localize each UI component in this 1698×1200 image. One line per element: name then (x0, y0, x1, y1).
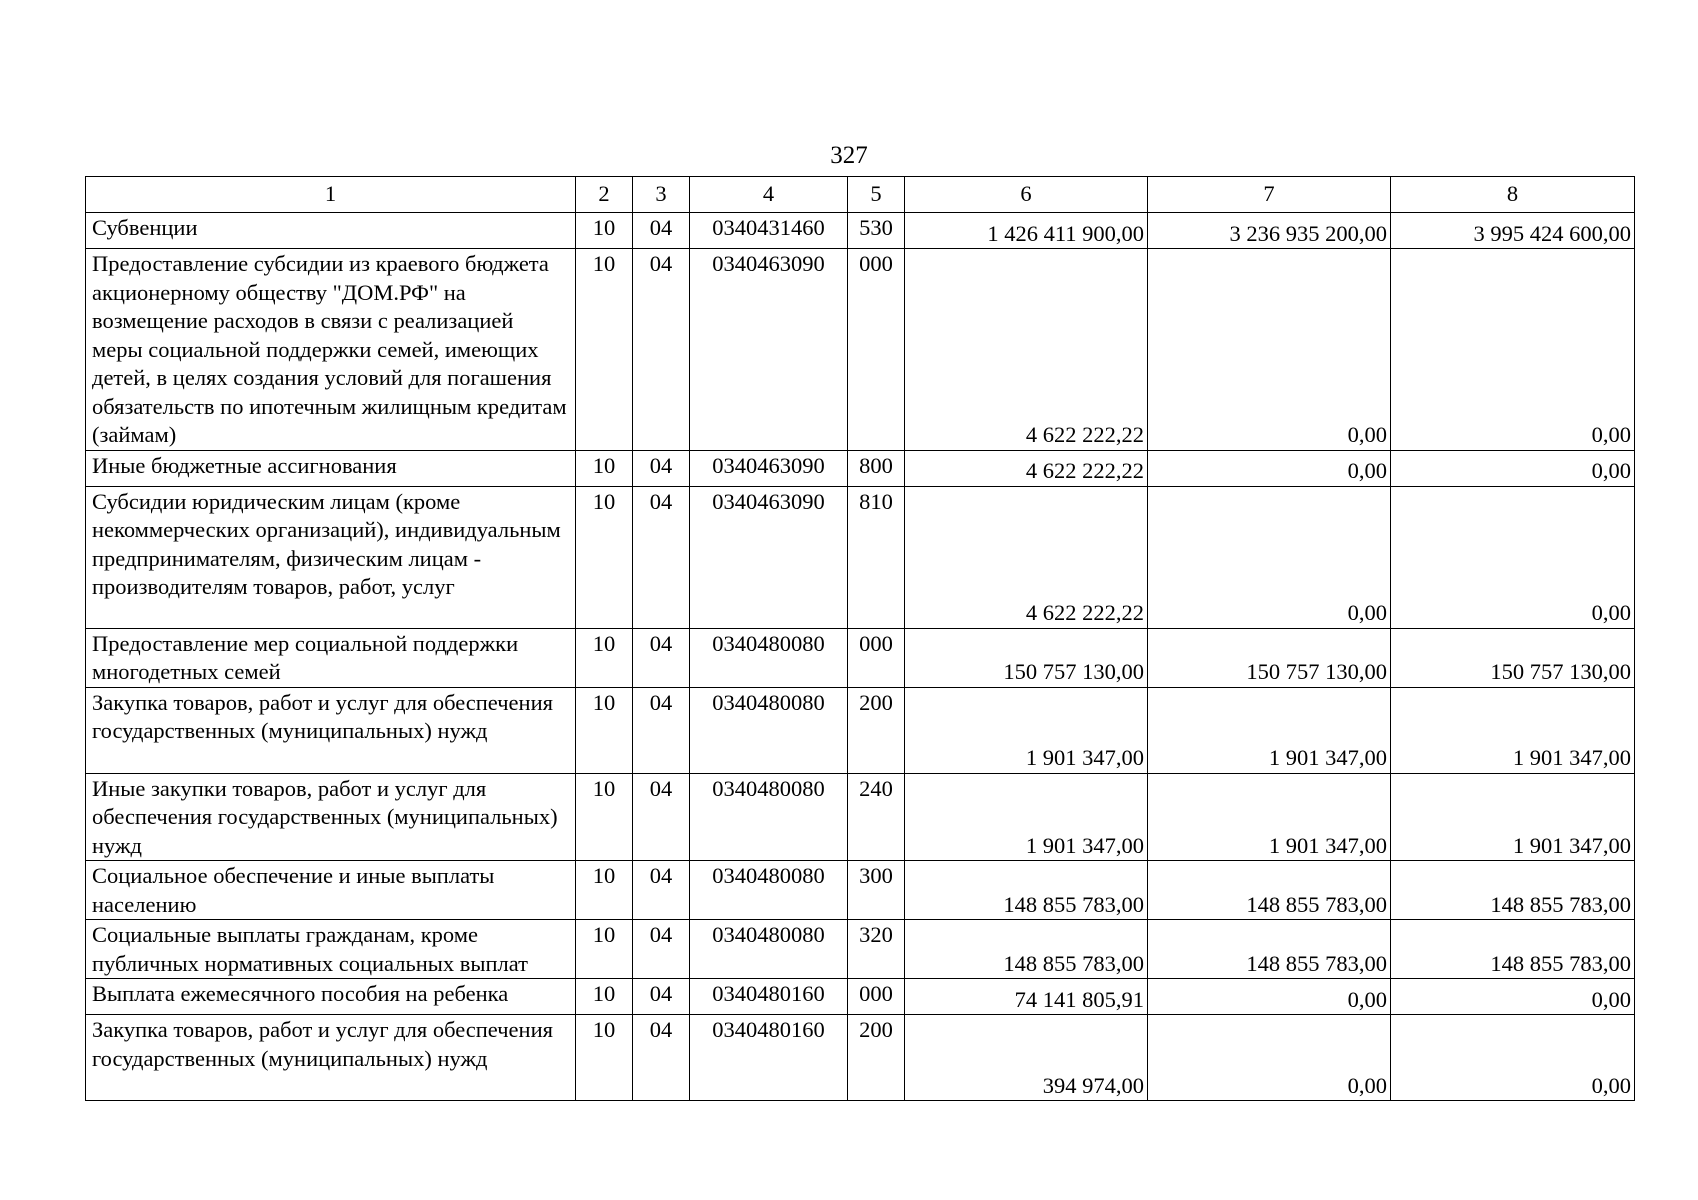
subsection-code: 04 (633, 979, 690, 1015)
section-code: 10 (576, 920, 633, 979)
target-article-code: 0340480160 (690, 1015, 848, 1101)
amount-col6: 1 901 347,00 (905, 687, 1148, 773)
header-cell: 1 (86, 177, 576, 213)
section-code: 10 (576, 213, 633, 249)
target-article-code: 0340463090 (690, 450, 848, 486)
row-name: Предоставление мер социальной поддержки многодетных семей (86, 628, 576, 687)
row-name: Закупка товаров, работ и услуг для обеспечения государственных (муниципальных) нужд (86, 687, 576, 773)
amount-col6: 74 141 805,91 (905, 979, 1148, 1015)
subsection-code: 04 (633, 450, 690, 486)
header-cell: 5 (848, 177, 905, 213)
row-name: Субвенции (86, 213, 576, 249)
expense-type-code: 300 (848, 861, 905, 920)
table-row (86, 920, 1635, 979)
amount-col6: 394 974,00 (905, 1015, 1148, 1101)
expense-type-code: 000 (848, 979, 905, 1015)
target-article-code: 0340480080 (690, 861, 848, 920)
amount-col8: 148 855 783,00 (1391, 861, 1635, 920)
amount-col8: 0,00 (1391, 979, 1635, 1015)
table-row (86, 861, 1635, 920)
expense-type-code: 800 (848, 450, 905, 486)
amount-col6: 1 426 411 900,00 (905, 213, 1148, 249)
amount-col6: 1 901 347,00 (905, 773, 1148, 861)
target-article-code: 0340431460 (690, 213, 848, 249)
amount-col7: 0,00 (1148, 979, 1391, 1015)
subsection-code: 04 (633, 486, 690, 628)
subsection-code: 04 (633, 687, 690, 773)
amount-col7: 0,00 (1148, 486, 1391, 628)
amount-col8: 0,00 (1391, 450, 1635, 486)
amount-col8: 0,00 (1391, 486, 1635, 628)
row-name: Социальное обеспечение и иные выплаты населению (86, 861, 576, 920)
target-article-code: 0340480080 (690, 920, 848, 979)
expense-type-code: 200 (848, 1015, 905, 1101)
table-row (86, 213, 1635, 249)
amount-col8: 1 901 347,00 (1391, 773, 1635, 861)
expense-type-code: 000 (848, 628, 905, 687)
amount-col7: 148 855 783,00 (1148, 861, 1391, 920)
amount-col8: 1 901 347,00 (1391, 687, 1635, 773)
table-row (86, 249, 1635, 451)
expense-type-code: 000 (848, 249, 905, 451)
table-row (86, 773, 1635, 861)
amount-col7: 148 855 783,00 (1148, 920, 1391, 979)
header-row (86, 177, 1635, 213)
header-cell: 3 (633, 177, 690, 213)
section-code: 10 (576, 486, 633, 628)
section-code: 10 (576, 979, 633, 1015)
expense-type-code: 320 (848, 920, 905, 979)
row-name: Предоставление субсидии из краевого бюджета акционерному обществу "ДОМ.РФ" на возмещение расходов в связи с реализацией меры социальной поддержки семей, имеющих детей, в целях создания условий для погашения обязательств по ипотечным жилищным кредитам (займам) (86, 249, 576, 451)
row-name: Выплата ежемесячного пособия на ребенка (86, 979, 576, 1015)
subsection-code: 04 (633, 249, 690, 451)
expense-type-code: 530 (848, 213, 905, 249)
row-name: Закупка товаров, работ и услуг для обеспечения государственных (муниципальных) нужд (86, 1015, 576, 1101)
section-code: 10 (576, 450, 633, 486)
section-code: 10 (576, 861, 633, 920)
amount-col6: 4 622 222,22 (905, 249, 1148, 451)
row-name: Социальные выплаты гражданам, кроме публичных нормативных социальных выплат (86, 920, 576, 979)
section-code: 10 (576, 687, 633, 773)
subsection-code: 04 (633, 628, 690, 687)
subsection-code: 04 (633, 773, 690, 861)
target-article-code: 0340480080 (690, 628, 848, 687)
amount-col6: 148 855 783,00 (905, 920, 1148, 979)
section-code: 10 (576, 773, 633, 861)
table-row (86, 450, 1635, 486)
header-cell: 2 (576, 177, 633, 213)
table-row (86, 687, 1635, 773)
row-name: Иные закупки товаров, работ и услуг для обеспечения государственных (муниципальных) нужд (86, 773, 576, 861)
header-cell: 4 (690, 177, 848, 213)
amount-col7: 0,00 (1148, 450, 1391, 486)
amount-col7: 0,00 (1148, 1015, 1391, 1101)
amount-col8: 148 855 783,00 (1391, 920, 1635, 979)
expense-type-code: 200 (848, 687, 905, 773)
budget-table (85, 176, 1635, 1101)
amount-col6: 4 622 222,22 (905, 486, 1148, 628)
target-article-code: 0340463090 (690, 486, 848, 628)
table-row (86, 628, 1635, 687)
table-row (86, 979, 1635, 1015)
subsection-code: 04 (633, 1015, 690, 1101)
amount-col8: 0,00 (1391, 1015, 1635, 1101)
row-name: Субсидии юридическим лицам (кроме некоммерческих организаций), индивидуальным предпринимателям, физическим лицам - производителям товаров, работ, услуг (86, 486, 576, 628)
amount-col7: 3 236 935 200,00 (1148, 213, 1391, 249)
expense-type-code: 240 (848, 773, 905, 861)
section-code: 10 (576, 1015, 633, 1101)
subsection-code: 04 (633, 213, 690, 249)
amount-col7: 1 901 347,00 (1148, 773, 1391, 861)
header-cell: 8 (1391, 177, 1635, 213)
section-code: 10 (576, 628, 633, 687)
amount-col8: 0,00 (1391, 249, 1635, 451)
subsection-code: 04 (633, 861, 690, 920)
header-cell: 6 (905, 177, 1148, 213)
subsection-code: 04 (633, 920, 690, 979)
expense-type-code: 810 (848, 486, 905, 628)
amount-col6: 148 855 783,00 (905, 861, 1148, 920)
amount-col8: 3 995 424 600,00 (1391, 213, 1635, 249)
table-row (86, 486, 1635, 628)
target-article-code: 0340480080 (690, 773, 848, 861)
amount-col7: 1 901 347,00 (1148, 687, 1391, 773)
page-number: 327 (830, 142, 868, 169)
amount-col7: 0,00 (1148, 249, 1391, 451)
amount-col7: 150 757 130,00 (1148, 628, 1391, 687)
target-article-code: 0340480160 (690, 979, 848, 1015)
section-code: 10 (576, 249, 633, 451)
table-row (86, 1015, 1635, 1101)
row-name: Иные бюджетные ассигнования (86, 450, 576, 486)
header-cell: 7 (1148, 177, 1391, 213)
target-article-code: 0340463090 (690, 249, 848, 451)
amount-col6: 4 622 222,22 (905, 450, 1148, 486)
amount-col8: 150 757 130,00 (1391, 628, 1635, 687)
target-article-code: 0340480080 (690, 687, 848, 773)
amount-col6: 150 757 130,00 (905, 628, 1148, 687)
